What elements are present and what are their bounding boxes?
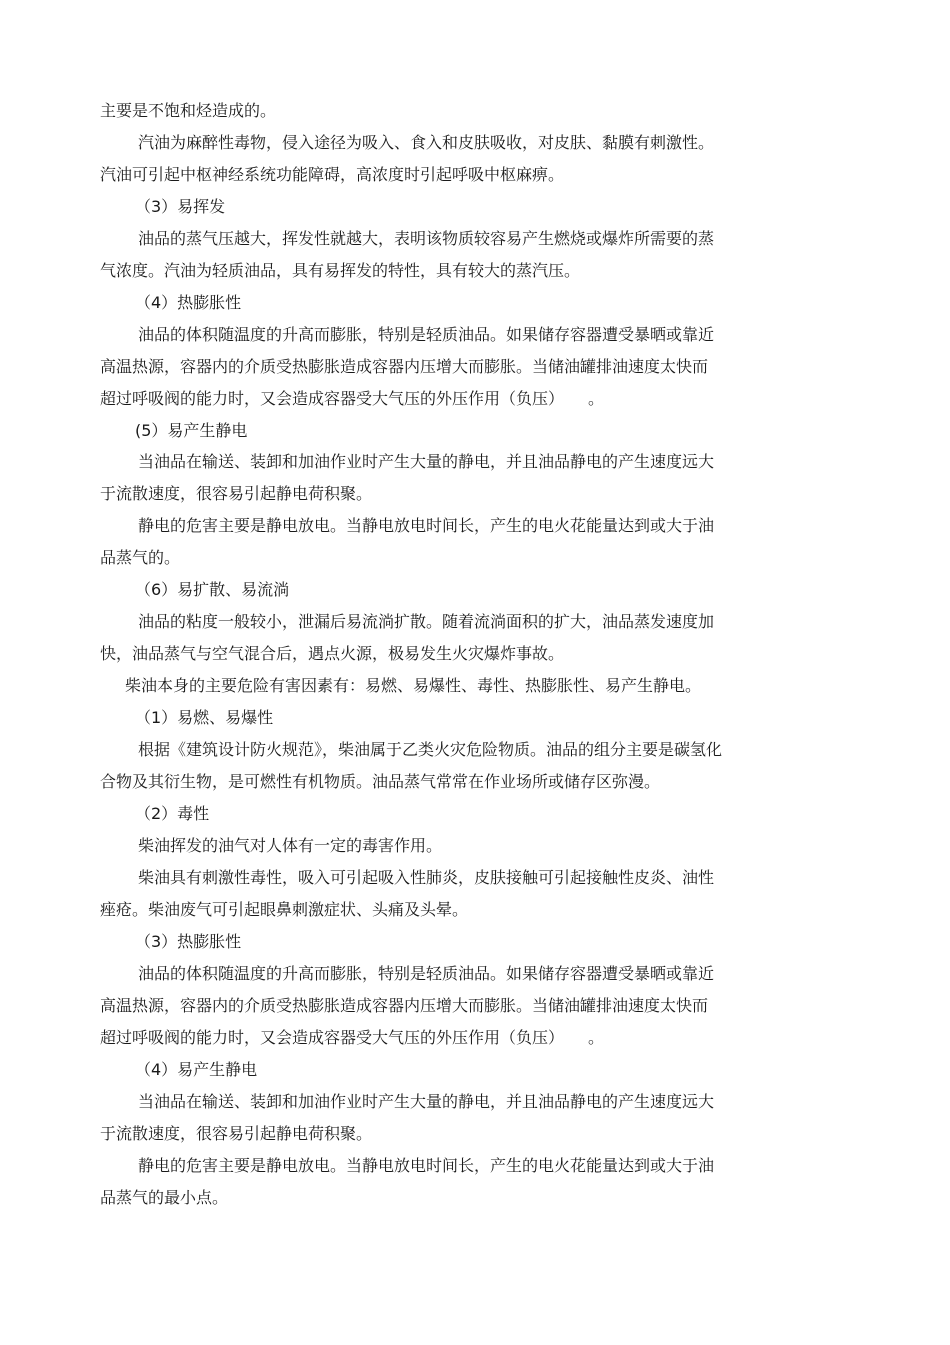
text-line: 快，油品蒸气与空气混合后，遇点火源，极易发生火灾爆炸事故。 <box>100 644 565 663</box>
text-line: 静电的危害主要是静电放电。当静电放电时间长，产生的电火花能量达到或大于油 <box>138 1156 715 1175</box>
text-line: 超过呼吸阀的能力时，又会造成容器受大气压的外压作用（负压） 。 <box>100 389 605 408</box>
text-line: 品蒸气的最小点。 <box>100 1188 229 1207</box>
text-line: 痤疮。柴油废气可引起眼鼻刺激症状、头痛及头晕。 <box>100 900 469 919</box>
text-line: 高温热源，容器内的介质受热膨胀造成容器内压增大而膨胀。当储油罐排油速度太快而 <box>100 996 709 1015</box>
text-line: 油品的体积随温度的升高而膨胀，特别是轻质油品。如果储存容器遭受暴晒或靠近 <box>138 325 715 344</box>
text-line: 高温热源，容器内的介质受热膨胀造成容器内压增大而膨胀。当储油罐排油速度太快而 <box>100 357 709 376</box>
text-line: （2）毒性 <box>135 804 210 823</box>
text-line: 柴油挥发的油气对人体有一定的毒害作用。 <box>138 836 443 855</box>
text-line: 油品的粘度一般较小，泄漏后易流淌扩散。随着流淌面积的扩大，油品蒸发速度加 <box>138 612 715 631</box>
text-line: 当油品在输送、装卸和加油作业时产生大量的静电，并且油品静电的产生速度远大 <box>138 452 715 471</box>
text-line: 根据《建筑设计防火规范》，柴油属于乙类火灾危险物质。油品的组分主要是碳氢化 <box>138 740 723 759</box>
text-line: 汽油可引起中枢神经系统功能障碍，高浓度时引起呼吸中枢麻痹。 <box>100 165 565 184</box>
text-line: （4）热膨胀性 <box>135 293 242 312</box>
text-line: 于流散速度，很容易引起静电荷积聚。 <box>100 1124 373 1143</box>
text-line: 当油品在输送、装卸和加油作业时产生大量的静电，并且油品静电的产生速度远大 <box>138 1092 715 1111</box>
text-line: 品蒸气的。 <box>100 548 181 567</box>
text-line: 静电的危害主要是静电放电。当静电放电时间长，产生的电火花能量达到或大于油 <box>138 516 715 535</box>
text-line: 超过呼吸阀的能力时，又会造成容器受大气压的外压作用（负压） 。 <box>100 1028 605 1047</box>
text-line: 于流散速度，很容易引起静电荷积聚。 <box>100 484 373 503</box>
text-line: 柴油具有刺激性毒性，吸入可引起吸入性肺炎，皮肤接触可引起接触性皮炎、油性 <box>138 868 715 887</box>
text-line: 油品的体积随温度的升高而膨胀，特别是轻质油品。如果储存容器遭受暴晒或靠近 <box>138 964 715 983</box>
text-line: 主要是不饱和烃造成的。 <box>100 101 277 120</box>
text-line: （3）易挥发 <box>135 197 226 216</box>
text-line: (5）易产生静电 <box>135 421 248 440</box>
text-line: 柴油本身的主要危险有害因素有：易燃、易爆性、毒性、热膨胀性、易产生静电。 <box>125 676 702 695</box>
text-line: 气浓度。汽油为轻质油品，具有易挥发的特性，具有较大的蒸汽压。 <box>100 261 581 280</box>
text-line: （6）易扩散、易流淌 <box>135 580 290 599</box>
text-line: 油品的蒸气压越大，挥发性就越大，表明该物质较容易产生燃烧或爆炸所需要的蒸 <box>138 229 715 248</box>
text-line: （4）易产生静电 <box>135 1060 258 1079</box>
text-line: （3）热膨胀性 <box>135 932 242 951</box>
text-line: 合物及其衍生物，是可燃性有机物质。油品蒸气常常在作业场所或储存区弥漫。 <box>100 772 661 791</box>
text-line: （1）易燃、易爆性 <box>135 708 274 727</box>
text-line: 汽油为麻醉性毒物，侵入途径为吸入、食入和皮肤吸收，对皮肤、黏膜有刺激性。 <box>138 133 715 152</box>
